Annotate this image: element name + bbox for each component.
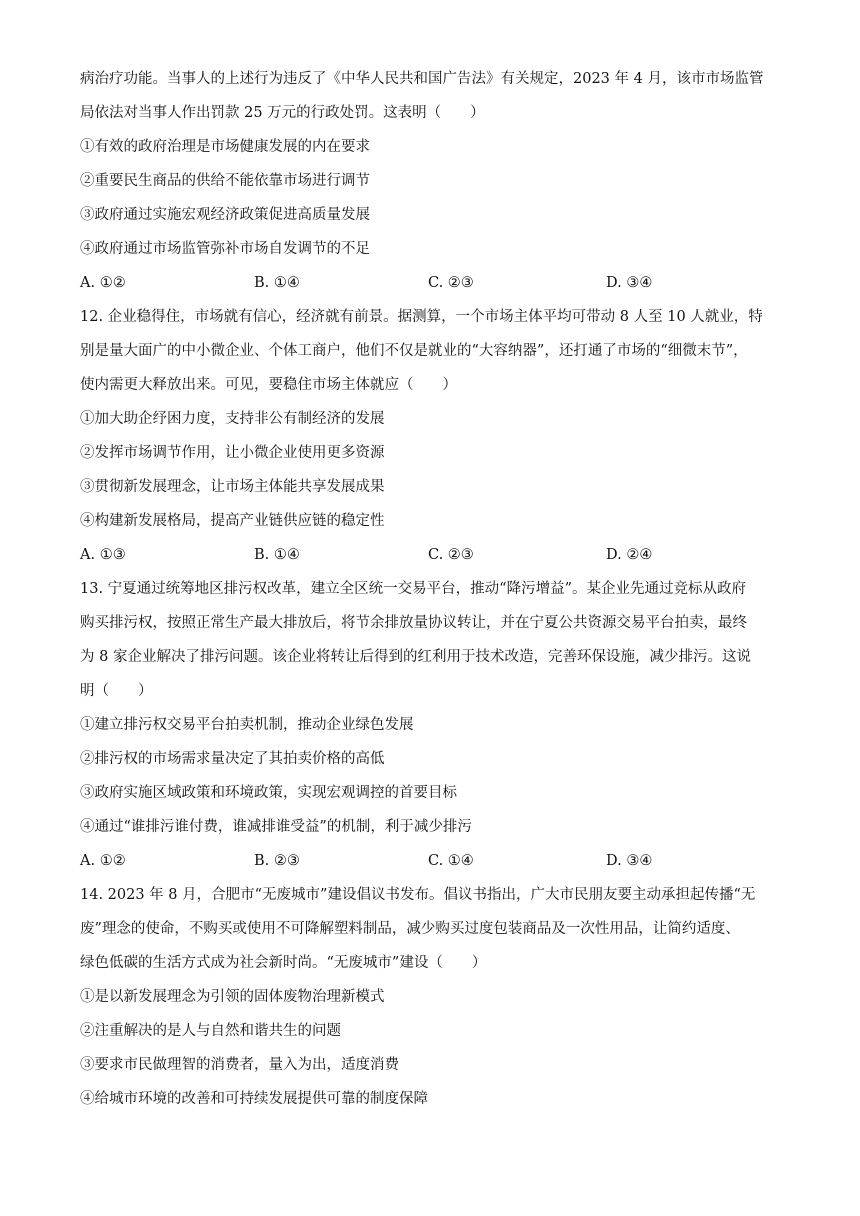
- question-13-option-a: A. ①②: [80, 853, 126, 869]
- question-11-option-a: A. ①②: [80, 275, 126, 291]
- question-11-statement-1: ①有效的政府治理是市场健康发展的内在要求: [80, 139, 370, 155]
- question-14-stem-line-1: 14. 2023 年 8 月，合肥市“无废城市”建设倡议书发布。倡议书指出，广大市民朋友要主动承担起传播“无: [80, 887, 756, 903]
- question-13-option-b: B. ②③: [254, 853, 300, 869]
- question-12-stem-line-2: 别是量大面广的中小微企业、个体工商户，他们不仅是就业的“大容纳器”，还打通了市场的“细微末节”，: [80, 343, 748, 359]
- question-14-statement-3: ③要求市民做理智的消费者，量入为出，适度消费: [80, 1057, 399, 1073]
- question-13-statement-1: ①建立排污权交易平台拍卖机制，推动企业绿色发展: [80, 717, 414, 733]
- question-14-stem-line-2: 废”理念的使命，不购买或使用不可降解塑料制品，减少购买过度包装商品及一次性用品，让简约适度、: [80, 921, 740, 937]
- question-13-statement-4: ④通过“谁排污谁付费，谁减排谁受益”的机制，利于减少排污: [80, 819, 472, 835]
- question-11-option-c: C. ②③: [428, 275, 474, 291]
- question-13-statement-3: ③政府实施区域政策和环境政策，实现宏观调控的首要目标: [80, 785, 457, 801]
- question-11-statement-3: ③政府通过实施宏观经济政策促进高质量发展: [80, 207, 370, 223]
- question-14: [80, 878, 788, 1116]
- question-13-option-c: C. ①④: [428, 853, 474, 869]
- question-12-statement-3: ③贯彻新发展理念，让市场主体能共享发展成果: [80, 479, 385, 495]
- question-12-statement-2: ②发挥市场调节作用，让小微企业使用更多资源: [80, 445, 385, 461]
- question-11-statement-4: ④政府通过市场监管弥补市场自发调节的不足: [80, 241, 370, 257]
- question-12-statement-1: ①加大助企纾困力度，支持非公有制经济的发展: [80, 411, 385, 427]
- question-12-stem-line-3: 使内需更大释放出来。可见，要稳住市场主体就应（ ）: [80, 377, 457, 393]
- question-13-option-d: D. ③④: [606, 853, 653, 869]
- question-14-statement-1: ①是以新发展理念为引领的固体废物治理新模式: [80, 989, 385, 1005]
- question-12-option-b: B. ①④: [254, 547, 300, 563]
- question-13-stem-line-2: 购买排污权，按照正常生产最大排放后，将节余排放量协议转让，并在宁夏公共资源交易平台拍卖，最终: [80, 615, 747, 631]
- question-14-statement-2: ②注重解决的是人与自然和谐共生的问题: [80, 1023, 341, 1039]
- question-12-options: [80, 538, 788, 572]
- question-12-option-a: A. ①③: [80, 547, 126, 563]
- question-14-stem-line-3: 绿色低碳的生活方式成为社会新时尚。“无废城市”建设（ ）: [80, 955, 487, 971]
- question-14-statement-4: ④给城市环境的改善和可持续发展提供可靠的制度保障: [80, 1091, 428, 1107]
- question-11-option-b: B. ①④: [254, 275, 300, 291]
- question-11-stem-line-2: 局依法对当事人作出罚款 25 万元的行政处罚。这表明（ ）: [80, 105, 485, 121]
- question-12: [80, 300, 788, 572]
- question-13-stem-line-3: 为 8 家企业解决了排污问题。该企业将转让后得到的红利用于技术改造，完善环保设施，减少排污。这说: [80, 649, 751, 665]
- question-12-option-c: C. ②③: [428, 547, 474, 563]
- question-13-stem-line-4: 明（ ）: [80, 683, 153, 699]
- question-13-options: [80, 844, 788, 878]
- question-13-stem-line-1: 13. 宁夏通过统筹地区排污权改革，建立全区统一交易平台，推动“降污增益”。某企业先通过竞标从政府: [80, 581, 746, 597]
- question-11-option-d: D. ③④: [606, 275, 653, 291]
- question-11-stem-line-1: 病治疗功能。当事人的上述行为违反了《中华人民共和国广告法》有关规定，2023 年 4 月，该市市场监管: [80, 71, 764, 87]
- question-12-statement-4: ④构建新发展格局，提高产业链供应链的稳定性: [80, 513, 385, 529]
- question-11-statement-2: ②重要民生商品的供给不能依靠市场进行调节: [80, 173, 370, 189]
- question-13-statement-2: ②排污权的市场需求量决定了其拍卖价格的高低: [80, 751, 385, 767]
- question-12-stem-line-1: 12. 企业稳得住，市场就有信心，经济就有前景。据测算，一个市场主体平均可带动 8 人至 10 人就业，特: [80, 309, 763, 325]
- question-13: [80, 572, 788, 878]
- question-12-option-d: D. ②④: [606, 547, 653, 563]
- question-11-options: [80, 266, 788, 300]
- question-11: [80, 62, 788, 300]
